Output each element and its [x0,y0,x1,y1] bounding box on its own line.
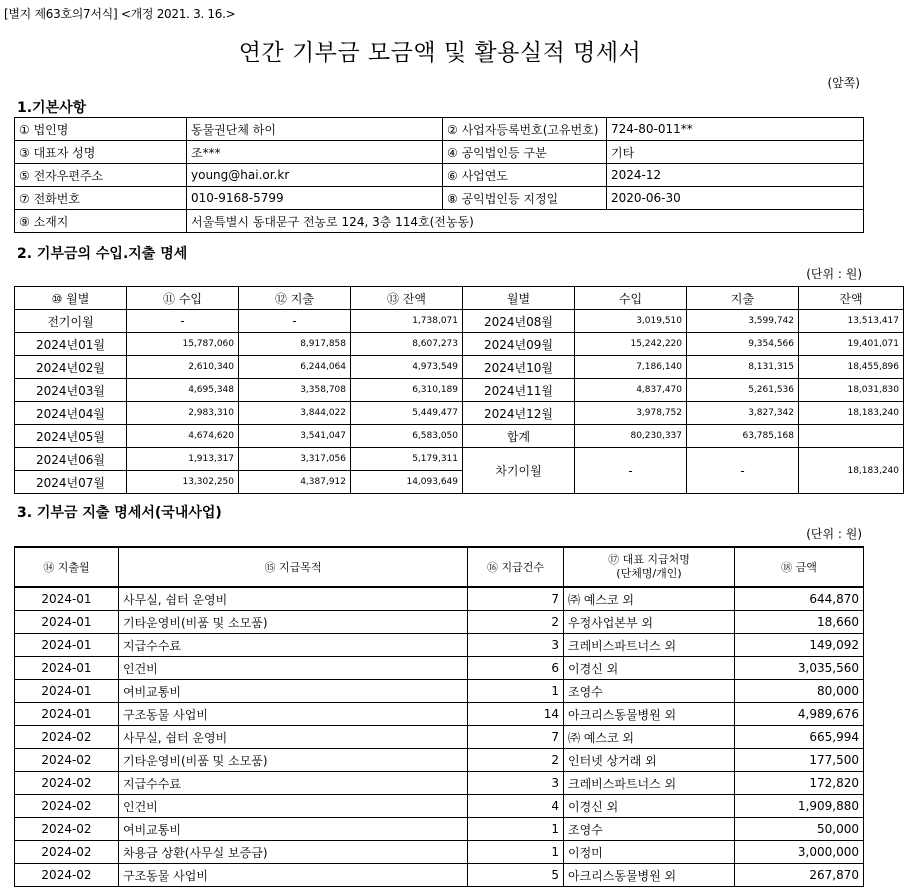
amount-cell: 7,186,140 [575,356,687,379]
spend-row [15,726,864,749]
spend-purpose: 기타운영비(비품 및 소모품) [119,749,468,772]
spend-month: 2024-02 [15,795,119,818]
spend-purpose: 여비교통비 [119,680,468,703]
spend-count: 1 [468,841,564,864]
spend-unit-label: (단위 : 원) [806,527,862,541]
income-row [15,310,904,333]
amount-cell: 3,844,022 [239,402,351,425]
amount-cell: 3,599,742 [687,310,799,333]
amount-cell [799,425,904,448]
payee-header-line2: (단체명/개인) [616,567,682,580]
basic-info-row [15,164,864,187]
income-column-header: ⑫ 지출 [239,287,351,310]
spend-amount: 80,000 [735,680,864,703]
income-column-header: 수입 [575,287,687,310]
spend-count: 4 [468,795,564,818]
payee-header-line1: ⑰ 대표 지급처명 [608,553,690,566]
amount-cell: 2,983,310 [127,402,239,425]
income-column-header: ⑬ 잔액 [351,287,463,310]
spend-amount: 4,989,676 [735,703,864,726]
spend-payee: ㈜ 예스코 외 [564,726,735,749]
basic-value: 동물권단체 하이 [187,118,443,141]
income-expense-table [14,286,904,494]
form-number: [별지 제63호의7서식] <개정 2021. 3. 16.> [4,7,236,21]
amount-cell: 1,738,071 [351,310,463,333]
spend-payee: 크레비스파트너스 외 [564,772,735,795]
month-cell: 2024년11월 [463,379,575,402]
amount-cell: 4,387,912 [239,471,351,494]
spend-purpose: 지급수수료 [119,772,468,795]
amount-cell: 8,607,273 [351,333,463,356]
page-title: 연간 기부금 모금액 및 활용실적 명세서 [238,40,642,66]
month-cell: 2024년09월 [463,333,575,356]
spend-count: 1 [468,680,564,703]
amount-cell: 4,837,470 [575,379,687,402]
spend-purpose: 사무실, 쉼터 운영비 [119,587,468,611]
spend-count: 3 [468,772,564,795]
amount-cell: 18,183,240 [799,402,904,425]
month-cell: 2024년08월 [463,310,575,333]
month-cell: 2024년01월 [15,333,127,356]
spend-month: 2024-02 [15,772,119,795]
month-cell: 2024년06월 [15,448,127,471]
amount-cell: 8,917,858 [239,333,351,356]
spend-column-header [564,547,735,587]
spend-payee: 아크리스동물병원 외 [564,703,735,726]
income-row [15,333,904,356]
spend-count: 6 [468,657,564,680]
basic-value: 2024-12 [607,164,864,187]
amount-cell: 4,695,348 [127,379,239,402]
spend-count: 3 [468,634,564,657]
amount-cell: 3,978,752 [575,402,687,425]
spend-row [15,841,864,864]
spend-purpose: 여비교통비 [119,818,468,841]
spend-row [15,818,864,841]
spend-amount: 644,870 [735,587,864,611]
amount-cell: 2,610,340 [127,356,239,379]
spend-amount: 172,820 [735,772,864,795]
amount-cell: 1,913,317 [127,448,239,471]
income-row [15,379,904,402]
income-row [15,402,904,425]
spend-month: 2024-01 [15,634,119,657]
spend-month: 2024-02 [15,864,119,887]
income-row [15,448,904,471]
amount-cell: 9,354,566 [687,333,799,356]
month-cell: 전기이월 [15,310,127,333]
amount-cell: 80,230,337 [575,425,687,448]
amount-cell: 8,131,315 [687,356,799,379]
amount-cell: 19,401,071 [799,333,904,356]
amount-cell: 6,583,050 [351,425,463,448]
basic-label: ⑦ 전화번호 [15,187,187,210]
income-row [15,356,904,379]
spend-amount: 267,870 [735,864,864,887]
amount-cell: 4,973,549 [351,356,463,379]
spend-month: 2024-01 [15,657,119,680]
basic-label: ① 법인명 [15,118,187,141]
spend-amount: 1,909,880 [735,795,864,818]
spend-purpose: 구조동물 사업비 [119,864,468,887]
basic-info-row [15,187,864,210]
month-cell: 2024년07월 [15,471,127,494]
spend-amount: 149,092 [735,634,864,657]
basic-label: ⑥ 사업연도 [443,164,607,187]
spend-count: 2 [468,749,564,772]
spend-purpose: 인건비 [119,657,468,680]
basic-label: ⑤ 전자우편주소 [15,164,187,187]
income-column-header: 월별 [463,287,575,310]
spend-count: 7 [468,726,564,749]
basic-value: 724-80-011** [607,118,864,141]
spend-row [15,611,864,634]
spend-count: 5 [468,864,564,887]
spend-row [15,772,864,795]
spend-column-header: ⑱ 금액 [735,547,864,587]
amount-cell: 18,031,830 [799,379,904,402]
spend-column-header: ⑭ 지출월 [15,547,119,587]
spend-row [15,634,864,657]
month-cell: 2024년05월 [15,425,127,448]
basic-value: young@hai.or.kr [187,164,443,187]
income-column-header: ⑪ 수입 [127,287,239,310]
amount-cell: - [239,310,351,333]
spend-amount: 665,994 [735,726,864,749]
amount-cell: 5,179,311 [351,448,463,471]
month-cell: 2024년12월 [463,402,575,425]
amount-cell: 3,827,342 [687,402,799,425]
carry-over-label: 차기이월 [463,448,575,494]
basic-info-row [15,141,864,164]
basic-label: ④ 공익법인등 구분 [443,141,607,164]
month-cell: 2024년10월 [463,356,575,379]
spend-row [15,795,864,818]
spend-month: 2024-02 [15,749,119,772]
amount-cell: 5,449,477 [351,402,463,425]
spend-row [15,587,864,611]
section-income-heading: 2. 기부금의 수입.지출 명세 [17,246,188,262]
address-label: ⑨ 소재지 [15,210,187,233]
expense-detail-table [14,546,864,887]
spend-month: 2024-02 [15,818,119,841]
spend-count: 7 [468,587,564,611]
spend-payee: 이경신 외 [564,657,735,680]
spend-payee: ㈜ 예스코 외 [564,587,735,611]
amount-cell: 3,541,047 [239,425,351,448]
section-spend-heading: 3. 기부금 지출 명세서(국내사업) [17,505,222,521]
month-cell: 2024년04월 [15,402,127,425]
month-cell: 2024년03월 [15,379,127,402]
spend-amount: 3,035,560 [735,657,864,680]
basic-label: ⑧ 공익법인등 지정일 [443,187,607,210]
amount-cell: 3,358,708 [239,379,351,402]
amount-cell: 14,093,649 [351,471,463,494]
carry-over-out: - [687,448,799,494]
basic-value: 기타 [607,141,864,164]
basic-info-row [15,210,864,233]
basic-value: 조*** [187,141,443,164]
carry-over-in: - [575,448,687,494]
amount-cell: 3,317,056 [239,448,351,471]
income-row [15,425,904,448]
spend-count: 14 [468,703,564,726]
spend-amount: 3,000,000 [735,841,864,864]
spend-payee: 조영수 [564,680,735,703]
spend-column-header: ⑯ 지급건수 [468,547,564,587]
spend-count: 2 [468,611,564,634]
amount-cell: 4,674,620 [127,425,239,448]
basic-label: ② 사업자등록번호(고유번호) [443,118,607,141]
section-basic-heading: 1.기본사항 [17,100,87,116]
month-cell: 합계 [463,425,575,448]
spend-payee: 이정미 [564,841,735,864]
income-column-header: ⑩ 월별 [15,287,127,310]
amount-cell: - [127,310,239,333]
amount-cell: 13,302,250 [127,471,239,494]
spend-row [15,864,864,887]
amount-cell: 15,787,060 [127,333,239,356]
spend-month: 2024-01 [15,587,119,611]
spend-payee: 우정사업본부 외 [564,611,735,634]
amount-cell: 13,513,417 [799,310,904,333]
spend-payee: 인터넷 상거래 외 [564,749,735,772]
spend-month: 2024-02 [15,841,119,864]
carry-over-balance: 18,183,240 [799,448,904,494]
spend-purpose: 지급수수료 [119,634,468,657]
basic-info-table [14,117,864,233]
spend-month: 2024-01 [15,680,119,703]
spend-purpose: 차용금 상환(사무실 보증금) [119,841,468,864]
spend-column-header: ⑮ 지급목적 [119,547,468,587]
spend-row [15,703,864,726]
front-side-label: (앞쪽) [827,76,860,90]
spend-row [15,657,864,680]
spend-purpose: 인건비 [119,795,468,818]
spend-payee: 조영수 [564,818,735,841]
month-cell: 2024년02월 [15,356,127,379]
spend-amount: 50,000 [735,818,864,841]
amount-cell: 3,019,510 [575,310,687,333]
income-column-header: 잔액 [799,287,904,310]
spend-amount: 177,500 [735,749,864,772]
address-value: 서울특별시 동대문구 전농로 124, 3층 114호(전농동) [187,210,864,233]
amount-cell: 5,261,536 [687,379,799,402]
spend-header-row [15,547,864,587]
spend-row [15,749,864,772]
amount-cell: 15,242,220 [575,333,687,356]
amount-cell: 6,310,189 [351,379,463,402]
spend-row [15,680,864,703]
amount-cell: 63,785,168 [687,425,799,448]
basic-label: ③ 대표자 성명 [15,141,187,164]
amount-cell: 18,455,896 [799,356,904,379]
spend-month: 2024-01 [15,611,119,634]
income-column-header: 지출 [687,287,799,310]
basic-info-row [15,118,864,141]
income-header-row [15,287,904,310]
spend-payee: 이경신 외 [564,795,735,818]
basic-value: 2020-06-30 [607,187,864,210]
spend-purpose: 사무실, 쉼터 운영비 [119,726,468,749]
basic-value: 010-9168-5799 [187,187,443,210]
spend-purpose: 구조동물 사업비 [119,703,468,726]
spend-month: 2024-02 [15,726,119,749]
spend-payee: 크레비스파트너스 외 [564,634,735,657]
spend-purpose: 기타운영비(비품 및 소모품) [119,611,468,634]
spend-amount: 18,660 [735,611,864,634]
spend-payee: 아크리스동물병원 외 [564,864,735,887]
amount-cell: 6,244,064 [239,356,351,379]
spend-month: 2024-01 [15,703,119,726]
income-unit-label: (단위 : 원) [806,267,862,281]
spend-count: 1 [468,818,564,841]
